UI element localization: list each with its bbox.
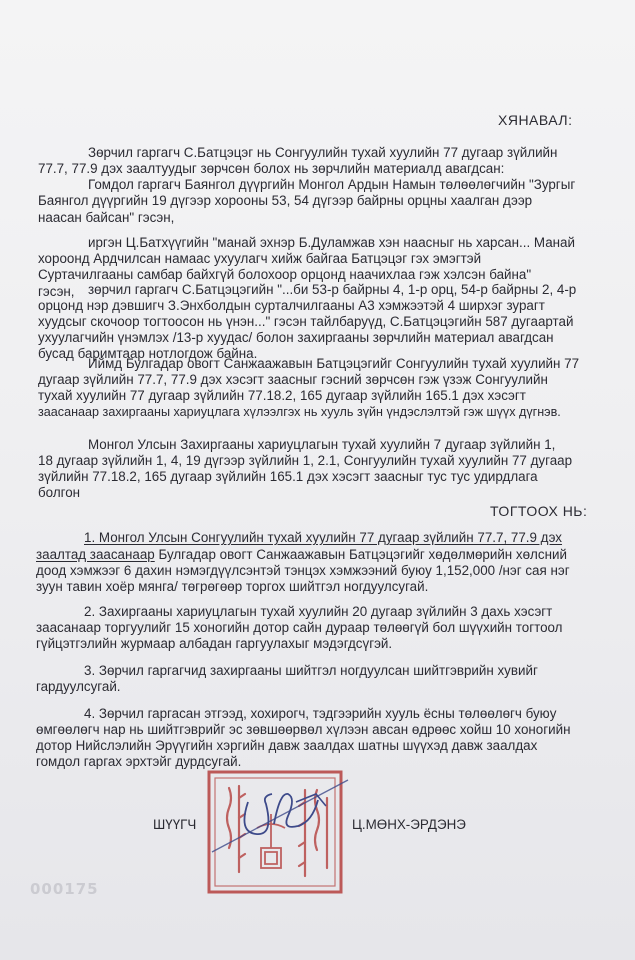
verdict-item-4-line: дотор Нийслэлийн Эрүүгийн хэргийн давж заалдах шатны шүүхэд давж заалдах bbox=[36, 738, 538, 753]
verdict-item-2-line: заасанаар торгуулийг 15 хоногийн дотор сайн дураар төлөөгүй бол шүүхийн тогтоол bbox=[36, 620, 563, 635]
text-line: Монгол Улсын Захиргааны хариуцлагын тухай хуулийн 7 дугаар зүйлийн 1, bbox=[88, 437, 556, 452]
text-line: зөрчил гаргагч С.Батцэцэгийн "...би 53-р байрны 4, 1-р орц, 54-р байрны 2, 4-р bbox=[88, 282, 577, 297]
verdict-item-2-line: гүйцэтгэлийн журмаар албадан гаргуулахыг мэдэгдсүгэй. bbox=[36, 636, 393, 651]
verdict-heading: ТОГТООХ НЬ: bbox=[490, 503, 588, 519]
verdict-item-4-line: өмгөөлөгч нар нь шийтгэврийг эс зөвшөөрвөл хүлээн авсан өдрөөс хойш 10 хоногийн bbox=[36, 722, 571, 737]
verdict-item-1-line: доод хэмжээг 6 дахин нэмэгдүүлсэнтэй тэнцэх хэмжээний буюу 1,152,000 /нэг сая нэг bbox=[36, 563, 570, 578]
verdict-item-3-line: 3. Зөрчил гаргагчид захиргааны шийтгэл ногдуулсан шийтгэврийн хувийг bbox=[84, 663, 538, 678]
judge-name: Ц.МӨНХ-ЭРДЭНЭ bbox=[352, 817, 466, 832]
text-line: орцонд нэр дэвшигч З.Энхболдын сурталчилгааны А3 хэмжээтэй 4 ширхэг зурагт bbox=[38, 298, 545, 313]
text-line: хороонд Ардчилсан намаас ухуулагч хийж байгаа Батцэцэг гэх эмэгтэй bbox=[38, 251, 482, 266]
text-line: бусад баримтаар нотлогдож байна. bbox=[38, 346, 258, 361]
verdict-item-2-line: 2. Захиргааны хариуцлагын тухай хуулийн 20 дугаар зүйлийн 3 дахь хэсэгт bbox=[84, 604, 553, 619]
text-line: Суртачилгааны самбар байхгүй болохоор орцонд наачихлаа гэж хэлсэн байна" bbox=[38, 267, 532, 282]
text-line: Баянгол дүүргийн 19 дүгээр хорооны 53, 54 дүгээр байрны орцны хаалган дээр bbox=[38, 193, 533, 208]
text-line: 77.7, 77.9 дэх заалтуудыг зөрчсөн болох нь зөрчлийн материалд авагдсан: bbox=[38, 161, 505, 176]
verdict-item-4-line: 4. Зөрчил гаргасан этгээд, хохирогч, тэдгээрийн хууль ёсны төлөөлөгч буюу bbox=[84, 706, 557, 721]
text-line: Гомдол гаргагч Баянгол дүүргийн Монгол Ардын Намын төлөөлөгчийн "Зургыг bbox=[88, 177, 576, 192]
text-line: тухай хуулийн 77 дугаар зүйлийн 77.18.2, 165 дугаар зүйлийн 165.1 дэх хэсэгт bbox=[38, 388, 526, 403]
text-line: наасан байсан" гэсэн, bbox=[38, 210, 175, 225]
text-line: зүйлийн 77.18.2, 165 дугаар зүйлийн 165.1 дэх хэсэгт заасныг тус тус удирдлага bbox=[38, 469, 538, 484]
verdict-item-1-line bbox=[36, 547, 567, 564]
verdict-item-1-line: зуун тавин хоёр мянга/ төгрөгөөр торгох шийтгэл ногдуулсугай. bbox=[36, 579, 429, 594]
faded-document-number: 000175 bbox=[30, 880, 99, 898]
text-line: дугаар зүйлийн 77.7, 77.9 дэх хэсэгт заасныг гэсний зөрчсөн гэж үзэж Сонгуулийн bbox=[38, 372, 548, 387]
verdict-item-1-line: 1. Монгол Улсын Сонгуулийн тухай хуулийн 77 дугаар зүйлийн 77.7, 77.9 дэх bbox=[84, 530, 563, 545]
underlined-clause: заалтад заасанаар bbox=[36, 547, 155, 562]
judge-label: ШҮҮГЧ bbox=[153, 817, 197, 832]
text-line: Зөрчил гаргагч С.Батцэцэг нь Сонгуулийн тухай хуулийн 77 дугаар зүйлийн bbox=[88, 145, 558, 160]
text-line: 18 дугаар зүйлийн 1, 4, 19 дүгээр зүйлийн 1, 2.1, Сонгуулийн тухай хуулийн 77 дугаар bbox=[38, 453, 573, 468]
text-line: заасанаар захиргааны хариуцлага хүлээлгэх нь хууль зүйн үндэслэлтэй гэж шүүх дүгнэв. bbox=[38, 405, 561, 419]
clause-rest: Булгадар овогт Санжаажавын Батцэцэгийг хөдөлмөрийн хөлсний bbox=[154, 547, 567, 562]
text-line: хуудсыг скочоор тогтоосон нь үнэн..." гэсэн тайлбаруүд, С.Батцэцэгийн 587 дугаартай bbox=[38, 314, 574, 329]
review-heading: ХЯНАВАЛ: bbox=[498, 112, 573, 128]
verdict-item-3-line: гардуулсугай. bbox=[36, 679, 121, 694]
text-line: иргэн Ц.Батхүүгийн "манай эхнэр Б.Дуламжав хэн наасныг нь харсан... Манай bbox=[88, 235, 575, 250]
text-line: гэсэн, bbox=[38, 284, 75, 299]
text-line: болгон bbox=[38, 485, 81, 500]
text-line: Иймд Булгадар овогт Санжаажавын Батцэцэгийг Сонгуулийн тухай хуулийн 77 bbox=[88, 356, 580, 371]
judge-signature bbox=[200, 772, 360, 862]
verdict-item-4-line: гомдол гаргах эрхтэйг дурдсугай. bbox=[36, 754, 242, 769]
text-line: ухуулагчийн үнэмлэх /13-р хуудас/ болон захиргааны зөрчлийн материал авагдсан bbox=[38, 330, 554, 345]
